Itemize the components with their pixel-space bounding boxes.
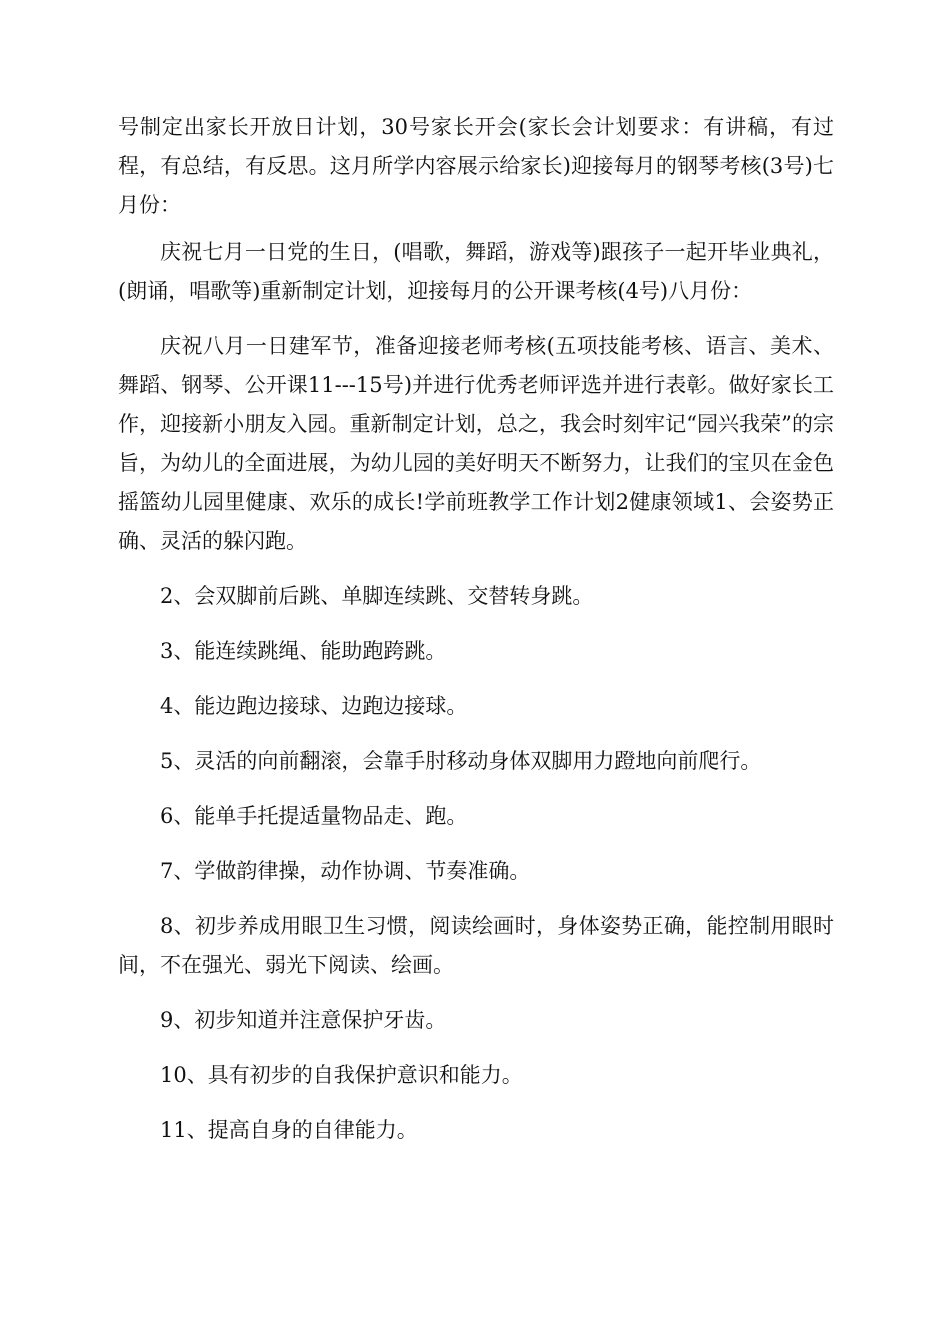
document-page bbox=[118, 108, 834, 1166]
list-item: 4、能边跑边接球、边跑边接球。 bbox=[160, 694, 468, 718]
list-item: 2、会双脚前后跳、单脚连续跳、交替转身跳。 bbox=[160, 584, 594, 608]
list-item: 10、具有初步的自我保护意识和能力。 bbox=[160, 1063, 523, 1087]
list-item: 8、初步养成用眼卫生习惯，阅读绘画时，身体姿势正确，能控制用眼时间，不在强光、弱光下阅读、绘画。 bbox=[118, 914, 834, 977]
list-item: 9、初步知道并注意保护牙齿。 bbox=[160, 1008, 447, 1032]
list-item: 3、能连续跳绳、能助跑跨跳。 bbox=[160, 639, 447, 663]
list-item: 5、灵活的向前翻滚，会靠手肘移动身体双脚用力蹬地向前爬行。 bbox=[160, 749, 762, 773]
paragraph-july: 庆祝七月一日党的生日，(唱歌，舞蹈，游戏等)跟孩子一起开毕业典礼，(朗诵，唱歌等)重新制定计划，迎接每月的公开课考核(4号)八月份： bbox=[118, 240, 834, 303]
paragraph-august: 庆祝八月一日建军节，准备迎接老师考核(五项技能考核、语言、美术、舞蹈、钢琴、公开课11---15号)并进行优秀老师评选并进行表彰。做好家长工作，迎接新小朋友入园。重新制定计划，总之，我会时刻牢记“园兴我荣”的宗旨，为幼儿的全面进展，为幼儿园的美好明天不断努力，让我们的宝贝在金色摇篮幼儿园里健康、欢乐的成长!学前班教学工作计划2健康领域1、会姿势正确、灵活的躲闪跑。 bbox=[118, 334, 834, 553]
list-item: 6、能单手托提适量物品走、跑。 bbox=[160, 804, 468, 828]
list-item: 7、学做韵律操，动作协调、节奏准确。 bbox=[160, 859, 531, 883]
list-item: 11、提高自身的自律能力。 bbox=[160, 1118, 418, 1142]
paragraph-continuation: 号制定出家长开放日计划，30号家长开会(家长会计划要求：有讲稿，有过程，有总结，有反思。这月所学内容展示给家长)迎接每月的钢琴考核(3号)七月份： bbox=[118, 115, 834, 217]
